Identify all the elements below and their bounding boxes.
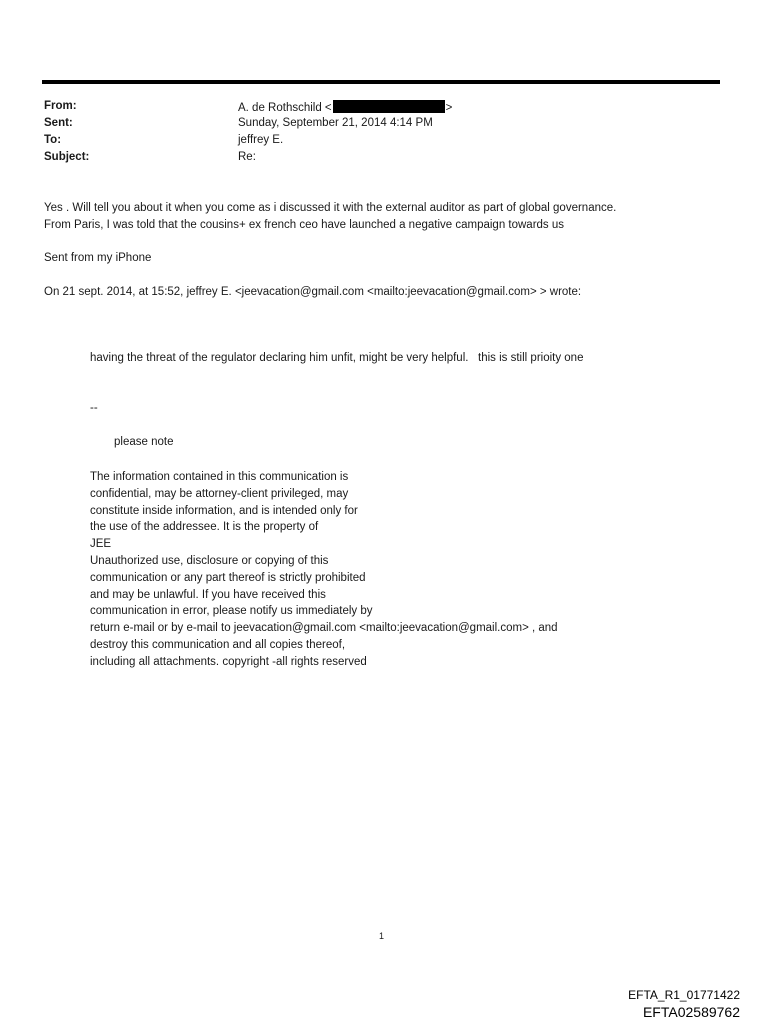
- body-line-2: From Paris, I was told that the cousins+ ex french ceo have launched a negative campaign towards us: [44, 219, 565, 231]
- footer-id-2: EFTA02589762: [642, 1004, 740, 1020]
- body-line-1: Yes . Will tell you about it when you come as i discussed it with the external auditor as part of global governance.: [44, 202, 617, 214]
- redaction-box: [333, 100, 445, 113]
- disclaimer-line: Unauthorized use, disclosure or copying of this: [90, 554, 329, 567]
- disclaimer-line: return e-mail or by e-mail to jeevacation@gmail.com <mailto:jeevacation@gmail.com> , and: [90, 622, 558, 635]
- separator: --: [90, 402, 98, 414]
- disclaimer-line: communication in error, please notify us immediately by: [90, 605, 373, 618]
- please-note: please note: [114, 436, 174, 448]
- subject-value: Re:: [238, 151, 256, 163]
- from-bracket: >: [445, 102, 453, 114]
- disclaimer-line: The information contained in this communication is: [90, 471, 349, 483]
- sent-label: Sent:: [44, 117, 73, 129]
- disclaimer-line: and may be unlawful. If you have received this: [90, 588, 326, 601]
- disclaimer-line: confidential, may be attorney-client privileged, may: [90, 487, 349, 500]
- disclaimer-line: including all attachments. copyright -all rights reserved: [90, 655, 367, 668]
- disclaimer-line: communication or any part thereof is strictly prohibited: [90, 571, 366, 584]
- from-name: A. de Rothschild <: [238, 102, 332, 114]
- to-value: jeffrey E.: [238, 134, 284, 146]
- signature: Sent from my iPhone: [44, 252, 152, 264]
- sent-value: Sunday, September 21, 2014 4:14 PM: [238, 117, 433, 129]
- header-rule: [42, 80, 720, 84]
- page-number: 1: [379, 931, 385, 941]
- disclaimer: [90, 469, 558, 671]
- disclaimer-line: constitute inside information, and is intended only for: [90, 504, 358, 517]
- disclaimer-line: JEE: [90, 538, 112, 551]
- disclaimer-line: destroy this communication and all copies thereof,: [90, 638, 346, 651]
- footer-id-1: EFTA_R1_01771422: [628, 988, 740, 1002]
- quoted-line: having the threat of the regulator declaring him unfit, might be very helpful. this is still prioity one: [90, 352, 584, 364]
- from-value: [238, 100, 452, 114]
- quote-header: On 21 sept. 2014, at 15:52, jeffrey E. <jeevacation@gmail.com <mailto:jeevacation@gmail.com> > wrote:: [44, 286, 582, 298]
- subject-label: Subject:: [44, 151, 90, 163]
- to-label: To:: [44, 134, 62, 146]
- from-label: From:: [44, 100, 77, 112]
- disclaimer-line: the use of the addressee. It is the property of: [90, 521, 319, 534]
